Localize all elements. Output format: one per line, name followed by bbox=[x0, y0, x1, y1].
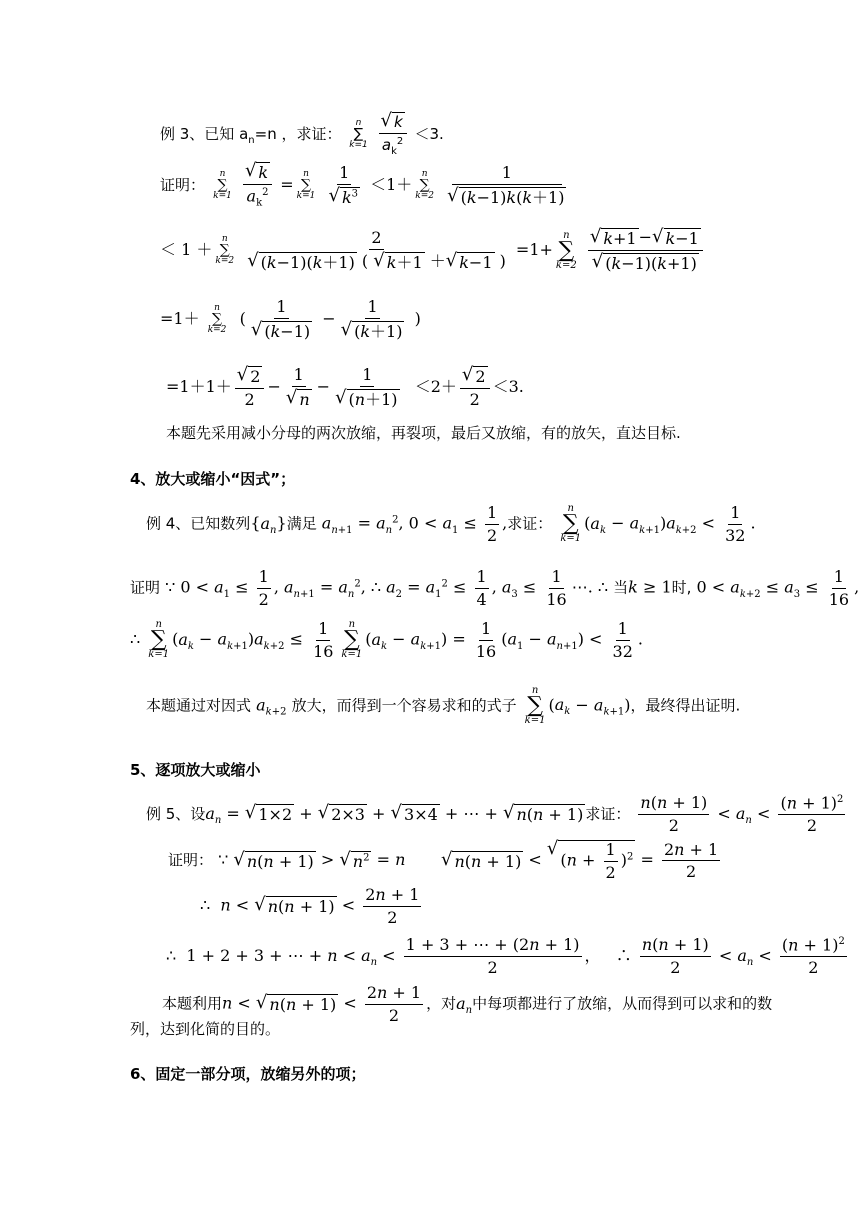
example-3-proof-line-2: ＜ 1 ＋ n ∑ k=2 2 √ (k−1)(k＋1) ( √ k＋1 ＋ √ k−1 ) =1+ n ∑ k=2 √ k+1 − √ k−1 √ (k−1)(k+1) bbox=[160, 228, 706, 273]
example-3-proof-line-1: 证明： n ∑ k=1 √ k $a_k^2$ = n ∑ k=1 1 √ $k^3$ ＜1＋ n ∑ k=2 1 √ (k−1)k(k＋1) bbox=[160, 160, 565, 209]
example-4-statement: 例 4、已知数列$\{a_n\}$满足 $a_{n+1} = a_n^2$, $0 < a_1$ ≤ $\frac{1}{2}$ ,求证： n ∑ k=1 $(a_k - a_{k+1})a_{k+2}$ < $\frac{1}{32}$ . bbox=[146, 503, 756, 545]
example-5-proof-line-2: ∴ n < √ n(n + 1) < $\frac{2n + 1}{2}$ bbox=[200, 885, 420, 927]
example-4-proof-line-2: ∴ n ∑ k=1 $(a_k - a_{k+1})a_{k+2}$ ≤ $\frac{1}{16}$ n ∑ k=1 $(a_k - a_{k+1})$ = $\frac{1}{16}$ $(a_1 - a_{n+1})$ < $\frac{1}{32}$ . bbox=[130, 619, 643, 661]
example-3-proof-line-3: =1＋ n ∑ k=2 ( 1 √ (k−1) − 1 √ (k＋1) ) bbox=[160, 297, 421, 341]
example-3-proof-line-4: =1＋1＋ √ 2 2 − 1 √ n − 1 √ (n＋1) ＜2＋ √ 2 2 ＜3. bbox=[166, 364, 524, 410]
section-6-heading: 6、固定一部分项，放缩另外的项； bbox=[130, 1065, 366, 1083]
example-5-statement: 例 5、设$a_n$ = √ 1×2 + √ 2×3 + √ 3×4 + ⋯ + √ n(n + 1) 求证： $\frac{n(n + 1)}{2}$ < $a_n$ < $\frac{(n + 1)^2}{2}$ bbox=[146, 793, 844, 835]
example-5-proof-line-3: ∴ 1 + 2 + 3 + ⋯ + $n < a_n$ < $\frac{1 + 3 + \cdots + (2n + 1)}{2}$ ， ∴ $\frac{n(n + 1)}{2}$ < $a_n$ < $\frac{(n + 1)^2}{2}$ bbox=[166, 935, 845, 977]
example-4-proof-line-1: 证明 ∵ $0 < a_1$ ≤ $\frac{1}{2}$ , $a_{n+1} = a_n^2$, ∴ $a_2 = a_1^2$ ≤ $\frac{1}{4}$ , $a_3$ ≤ $\frac{1}{16}$ ⋯. ∴ 当k ≥ 1时, $0 < a_{k+2} \le a_3$ ≤ $\frac{1}{16}$ , bbox=[130, 567, 860, 609]
example-5-proof-line-1: 证明： ∵ √ n(n + 1) > √ $n^2$ = n √ n(n + 1) < √ (n + $\frac{1}{2}$ )$^2$ = $\frac{2n + 1}{2}$ bbox=[168, 838, 719, 882]
example-5-note: 本题利用n < √ n(n + 1) < $\frac{2n + 1}{2}$ ，对$a_n$中每项都进行了放缩，从而得到可以求和的数 bbox=[162, 983, 773, 1025]
section-5-heading: 5、逐项放大或缩小 bbox=[130, 761, 261, 779]
example-3-note: 本题先采用减小分母的两次放缩，再裂项，最后又放缩，有的放矢，直达目标. bbox=[166, 424, 681, 442]
section-4-heading: 4、放大或缩小“因式”； bbox=[130, 470, 296, 488]
example-3-statement: 例 3、已知 $a_n=n$ ，求证： n ∑ k=1 √ k $a_k^2$ ＜3. bbox=[160, 110, 444, 157]
example-4-note: 本题通过对因式 $a_{k+2}$ 放大，而得到一个容易求和的式子 n ∑ k=1 $(a_k - a_{k+1})$，最终得出证明. bbox=[146, 685, 741, 726]
example-5-note-continued: 列，达到化简的目的。 bbox=[130, 1020, 281, 1038]
